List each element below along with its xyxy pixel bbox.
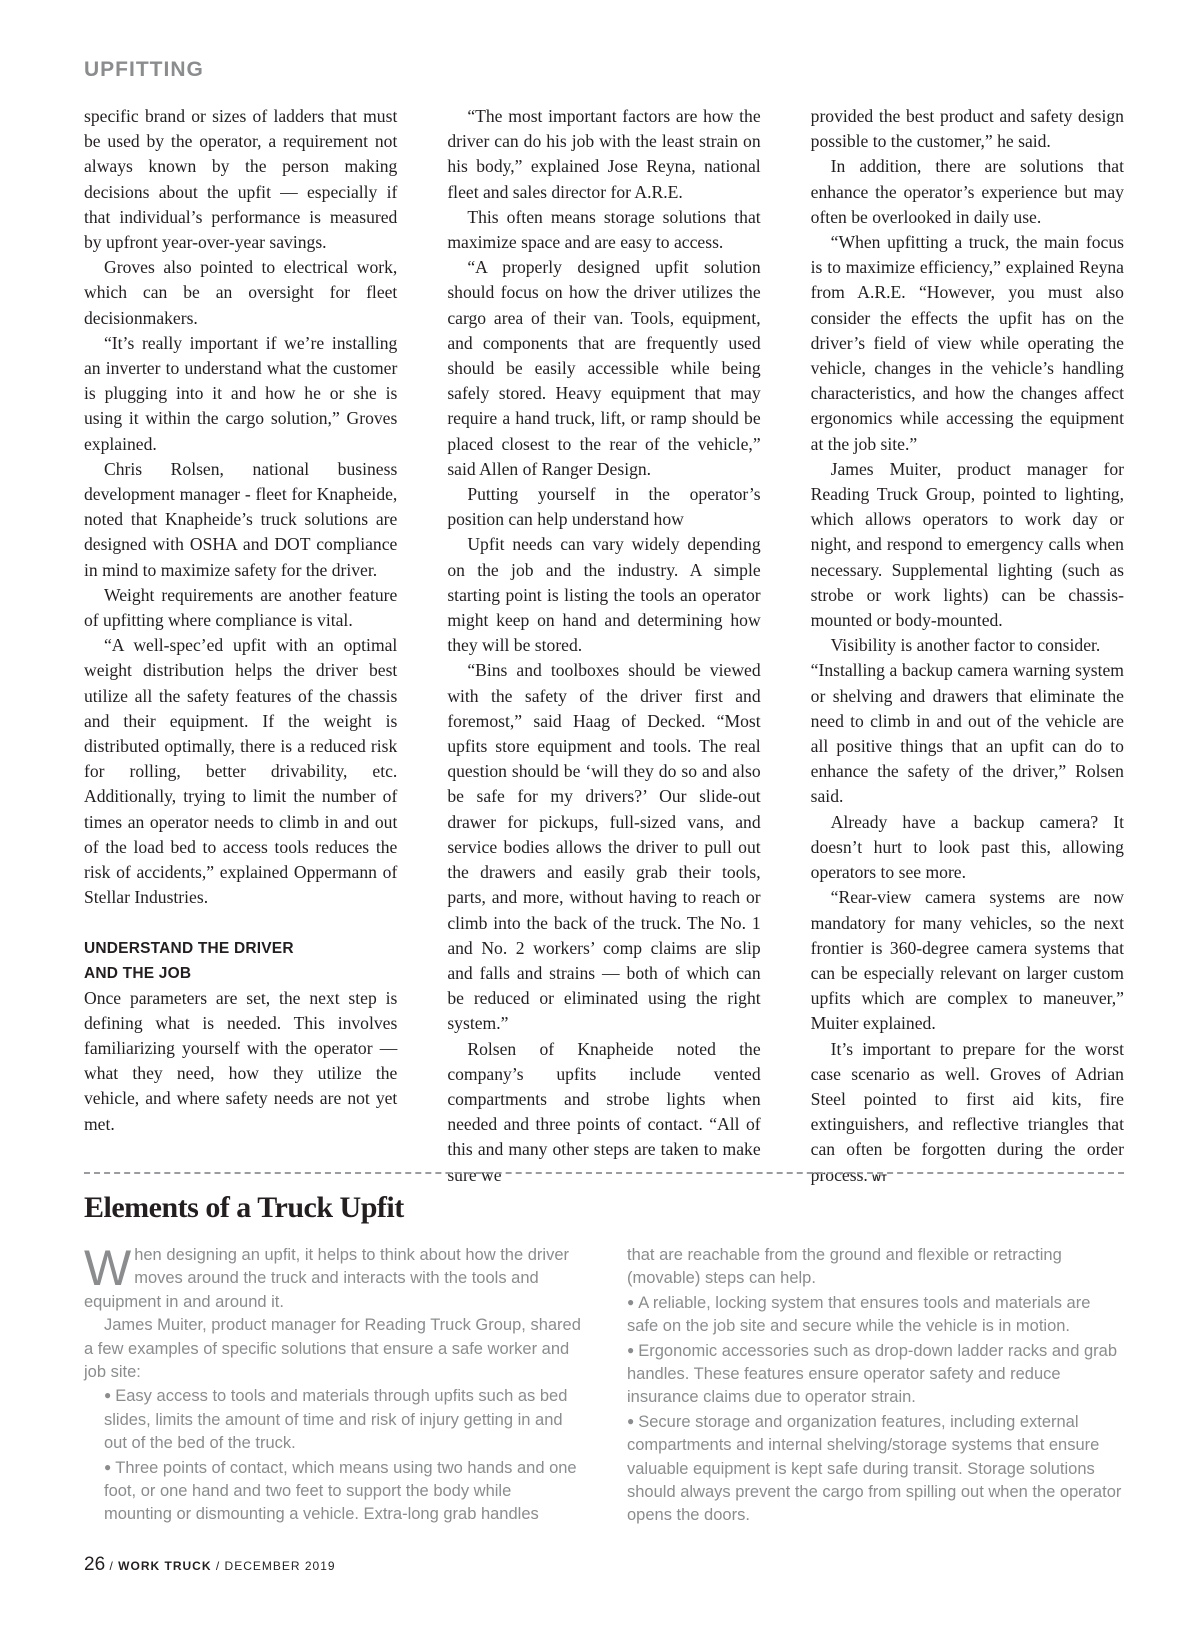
sidebar-paragraph: James Muiter, product manager for Reading Truck Group, shared a few examples of specific solutions that ensure a safe worker and job site: [84,1316,581,1382]
dashed-divider [84,1172,1124,1174]
paragraph: In addition, there are solutions that enhance the operator’s experience but may often be overlooked in daily use. [810,156,1124,227]
magazine-name: WORK TRUCK [118,1559,212,1573]
section-label: UPFITTING [84,58,204,81]
paragraph: Already have a backup camera? It doesn’t hurt to look past this, allowing operators to see more. [810,811,1124,883]
bullet-icon: ● [627,1413,635,1428]
bullet-icon: ● [104,1459,112,1474]
paragraph-text: It’s important to prepare for the worst case scenario as well. Groves of Adrian Steel pointed to first aid kits, fire extinguishers, and reflective triangles that can often be forgotten during the order process. [810,1038,1124,1185]
bullet-list [84,1384,581,1526]
paragraph: provided the best product and safety design possible to the customer,” he said. [810,106,1124,152]
sidebar-intro [84,1240,581,1314]
bullet-icon: ● [627,1294,635,1309]
subheading [84,936,397,986]
page-number: 26 [84,1554,106,1575]
article-body [84,104,1124,1185]
end-mark: WT [872,1172,888,1183]
list-item [104,1456,581,1527]
sidebar-column-2 [627,1244,1124,1534]
paragraph: This often means storage solutions that maximize space and are easy to access. [447,206,761,253]
list-item-text: A reliable, locking system that ensures tools and materials are safe on the job site and secure while the vehicle is in motion. [627,1293,1091,1336]
paragraph: Weight requirements are another feature of upfitting where compliance is vital. [84,584,398,631]
paragraph: Rolsen of Knapheide noted the company’s upfits include vented compartments and strobe lights when needed and three points of contact. “All of this and many other steps are taken to make sure we [447,1038,761,1185]
sidebar-title: Elements of a Truck Upfit [84,1191,404,1224]
article-column-3 [810,104,1124,1185]
paragraph: “A properly designed upfit solution should focus on how the driver utilizes the cargo area of their van. Tools, equipment, and components that are frequently used should be easily accessible while being safely stored. Heavy equipment that may require a hand truck, lift, or ramp should be placed closest to the rear of the vehicle,” said Allen of Ranger Design. [447,257,761,479]
sidebar-intro-text: hen designing an upfit, it helps to think about how the driver moves around the truck and interacts with the tools and equipment in and around it. [84,1246,569,1311]
paragraph: “Rear-view camera systems are now mandatory for many vehicles, so the next frontier is 360-degree camera systems that can be especially relevant on larger custom upfits which are complex to maneuver,” Muiter explained. [810,887,1124,1034]
list-item [104,1384,581,1455]
paragraph: “It’s really important if we’re installing an inverter to understand what the customer is plugging into it and how he or she is using it within the cargo solution,” Groves explained. [84,332,398,454]
subheading-line-1: UNDERSTAND THE DRIVER [84,939,294,957]
bullet-list [627,1291,1124,1528]
article-column-2 [447,104,761,1185]
paragraph: “Bins and toolboxes should be viewed with the safety of the driver first and foremost,” said Haag of Decked. “Most upfits store equipment and tools. The real question should be ‘will they do so and also be safe for my drivers?’ Our slide-out drawer for pickups, full-sized vans, and service bodies allows the driver to pull out the drawers and easily grab their tools, parts, and more, without having to reach or climb into the back of the truck. The No. 1 and No. 2 workers’ comp claims are slip and falls and strains — both of which can be reduced or eliminated using the right system.” [447,660,761,1034]
paragraph: “The most important factors are how the driver can do his job with the least strain on his body,” explained Jose Reyna, national fleet and sales director for A.R.E. [447,106,761,202]
sidebar-column-1 [84,1240,581,1534]
paragraph: “Installing a backup camera warning system or shelving and drawers that eliminate the need to climb in and out of the vehicle are all positive things that an upfit can do to enhance the safety of the driver,” Rolsen said. [810,660,1124,807]
paragraph: “A well-spec’ed upfit with an optimal weight distribution helps the driver best utilize all the safety features of the chassis and their equipment. If the weight is distributed optimally, there is a reduced risk for rolling, better drivability, etc. Additionally, trying to limit the number of times an operator needs to climb in and out of the load bed to access tools reduces the risk of accidents,” explained Oppermann of Stellar Industries. [84,635,398,908]
paragraph-last [811,1037,1124,1191]
sidebar-continuation: that are reachable from the ground and flexible or retracting (movable) steps can help. [627,1246,1062,1288]
paragraph: “When upfitting a truck, the main focus is to maximize efficiency,” explained Reyna from A.R.E. “However, you must also consider the effects the upfit has on the driver’s field of view while operating the vehicle, changes in the vehicle’s handling characteristics, and how the changes affect ergonomics while accessing the equipment at the job site.” [810,232,1124,454]
list-item-text: Three points of contact, which means using two hands and one foot, or one hand and two feet to support the body while mounting or dismounting a vehicle. Extra-long grab handles [104,1458,577,1524]
footer-separator: / [109,1559,114,1573]
subheading-line-2: AND THE JOB [84,964,192,982]
list-item-text: Secure storage and organization features, including external compartments and internal shelving/storage systems that ensure valuable equipment is kept safe during transit. Storage solutions should always prevent the cargo from spilling out when the operator opens the doors. [627,1412,1122,1525]
list-item [627,1410,1124,1528]
list-item [627,1291,1124,1339]
paragraph: Chris Rolsen, national business development manager - fleet for Knapheide, noted that Knapheide’s truck solutions are designed with OSHA and DOT compliance in mind to maximize safety for the driver. [84,458,398,580]
footer-separator: / [215,1559,221,1573]
bullet-icon: ● [104,1388,112,1403]
bullet-icon: ● [627,1342,635,1357]
list-item-text: Easy access to tools and materials through upfits such as bed slides, limits the amount of time and risk of injury getting in and out of the bed of the truck. [104,1387,568,1453]
article-column-1 [84,104,397,1174]
list-item [627,1339,1124,1410]
paragraph: Putting yourself in the operator’s position can help understand how [447,484,761,530]
paragraph: specific brand or sizes of ladders that must be used by the operator, a requirement not always known by the person making decisions about the upfit — especially if that individual’s performance is measured by upfront year-over-year savings. [84,106,398,253]
list-item-text: Ergonomic accessories such as drop-down ladder racks and grab handles. These features ensure operator safety and reduce insurance claims due to operator strain. [627,1341,1117,1407]
paragraph: Upfit needs can vary widely depending on the job and the industry. A simple starting point is listing the tools an operator might keep on hand and determining how they will be stored. [447,534,761,656]
issue-date: DECEMBER 2019 [224,1559,336,1573]
page-footer [84,1554,336,1576]
paragraph: Once parameters are set, the next step is defining what is needed. This involves familiarizing yourself with the operator — what they need, how they utilize the vehicle, and where safety needs are not yet met. [84,987,398,1134]
paragraph: Visibility is another factor to consider. [830,635,1101,656]
sidebar-box [84,1240,1124,1534]
drop-cap: W [84,1240,132,1296]
paragraph: Groves also pointed to electrical work, which can be an oversight for fleet decisionmakers. [84,257,398,328]
paragraph: James Muiter, product manager for Reading Truck Group, pointed to lighting, which allows operators to work day or night, and respond to emergency calls when necessary. Supplemental lighting (such as strobe or work lights) can be chassis-mounted or body-mounted. [810,458,1124,631]
